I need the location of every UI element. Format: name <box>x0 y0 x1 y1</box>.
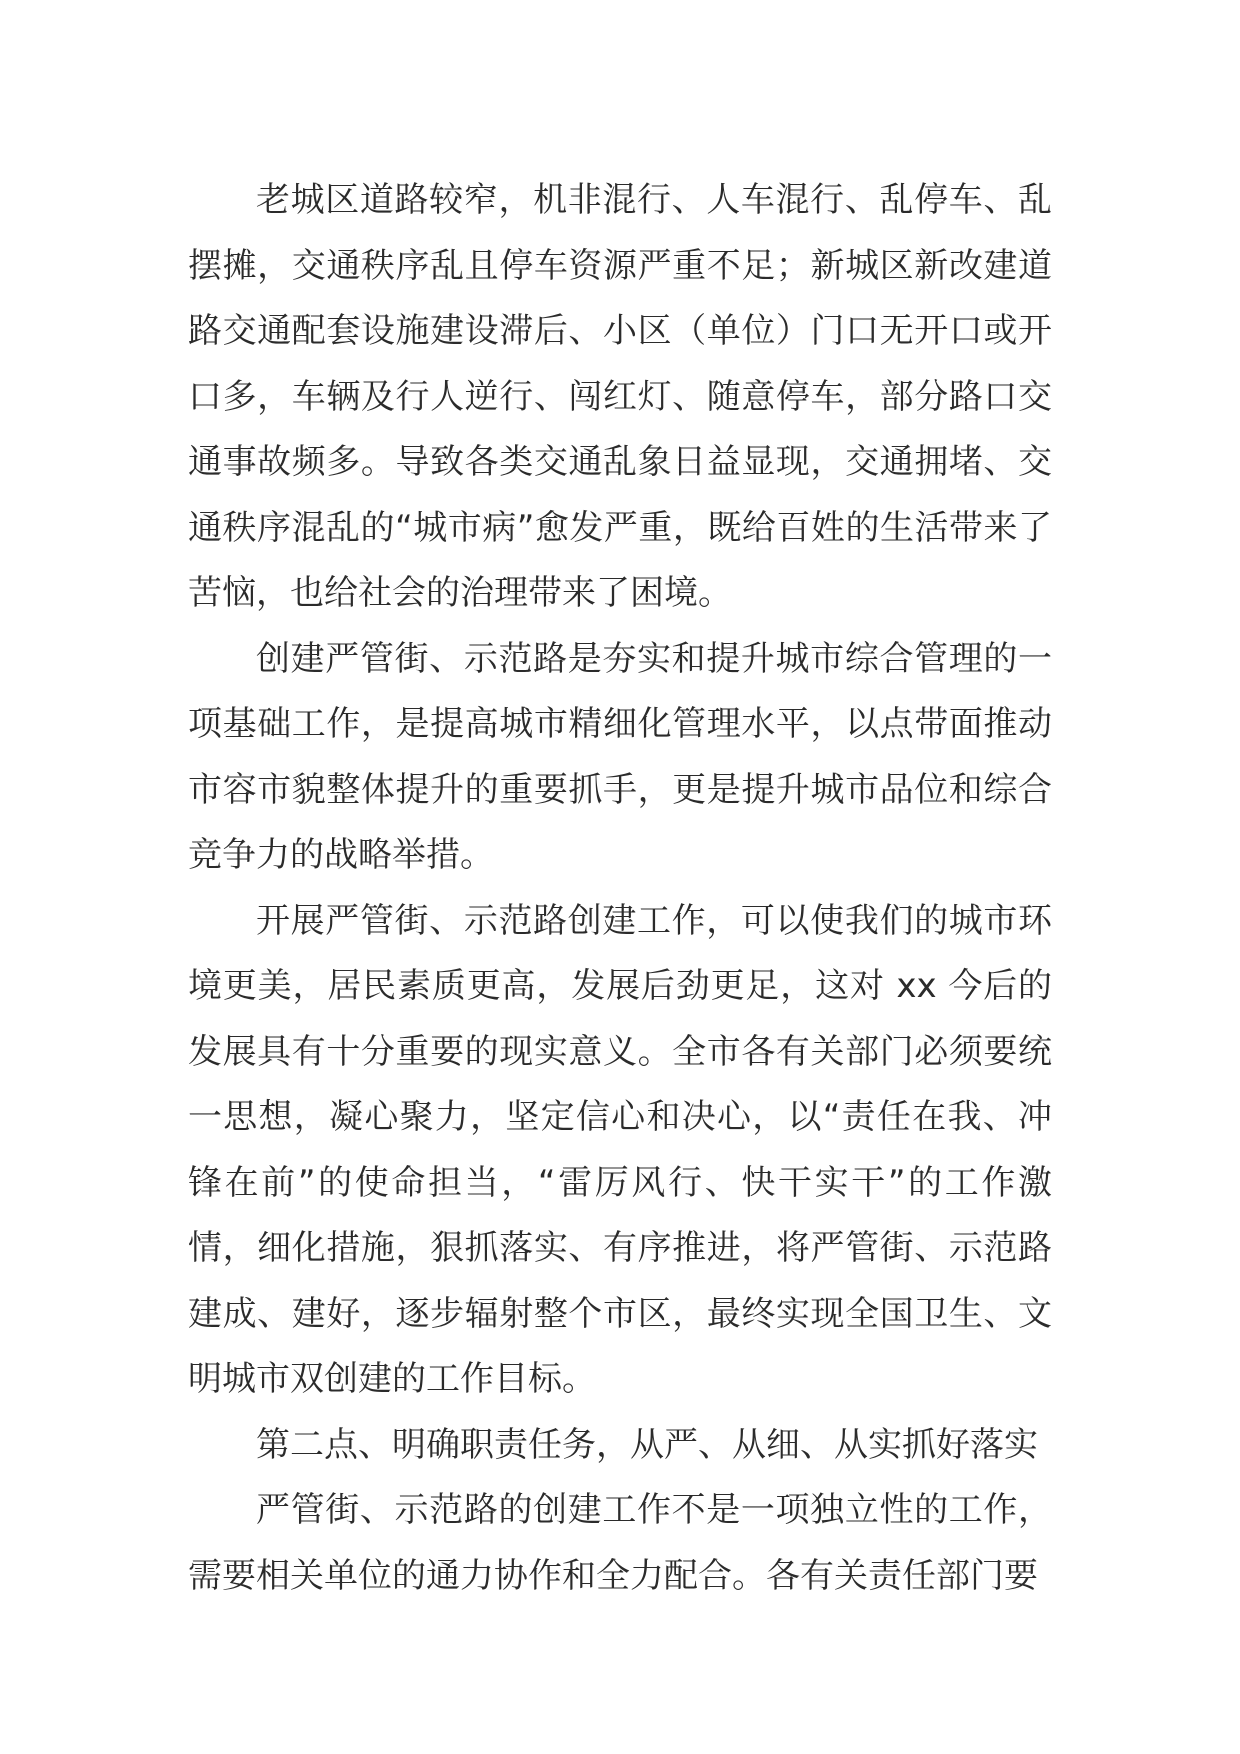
document-body <box>188 168 1052 1609</box>
paragraph-traffic-problems: 老城区道路较窄，机非混行、人车混行、乱停车、乱摆摊，交通秩序乱且停车资源严重不足；新城区新改建道路交通配套设施建设滞后、小区（单位）门口无开口或开口多，车辆及行人逆行、闯红灯、随意停车，部分路口交通事故频多。导致各类交通乱象日益显现，交通拥堵、交通秩序混乱的“城市病”愈发严重，既给百姓的生活带来了苦恼，也给社会的治理带来了困境。 <box>188 180 1052 613</box>
paragraph-cooperation: 严管街、示范路的创建工作不是一项独立性的工作，需要相关单位的通力协作和全力配合。各有关责任部门要 <box>188 1490 1052 1596</box>
paragraph-creation-work-meaning: 开展严管街、示范路创建工作，可以使我们的城市环境更美，居民素质更高，发展后劲更足，这对 xx 今后的发展具有十分重要的现实意义。全市各有关部门必须要统一思想，凝心聚力，坚定信心和决心，以“责任在我、冲锋在前”的使命担当，“雷厉风行、快干实干”的工作激情，细化措施，狠抓落实、有序推进，将严管街、示范路建成、建好，逐步辐射整个市区，最终实现全国卫生、文明城市双创建的工作目标。 <box>188 900 1052 1399</box>
paragraph-strict-street-significance: 创建严管街、示范路是夯实和提升城市综合管理的一项基础工作，是提高城市精细化管理水平，以点带面推动市容市貌整体提升的重要抓手，更是提升城市品位和综合竞争力的战略举措。 <box>188 638 1052 875</box>
section-heading-point-two: 第二点、明确职责任务，从严、从细、从实抓好落实 <box>256 1424 1038 1465</box>
